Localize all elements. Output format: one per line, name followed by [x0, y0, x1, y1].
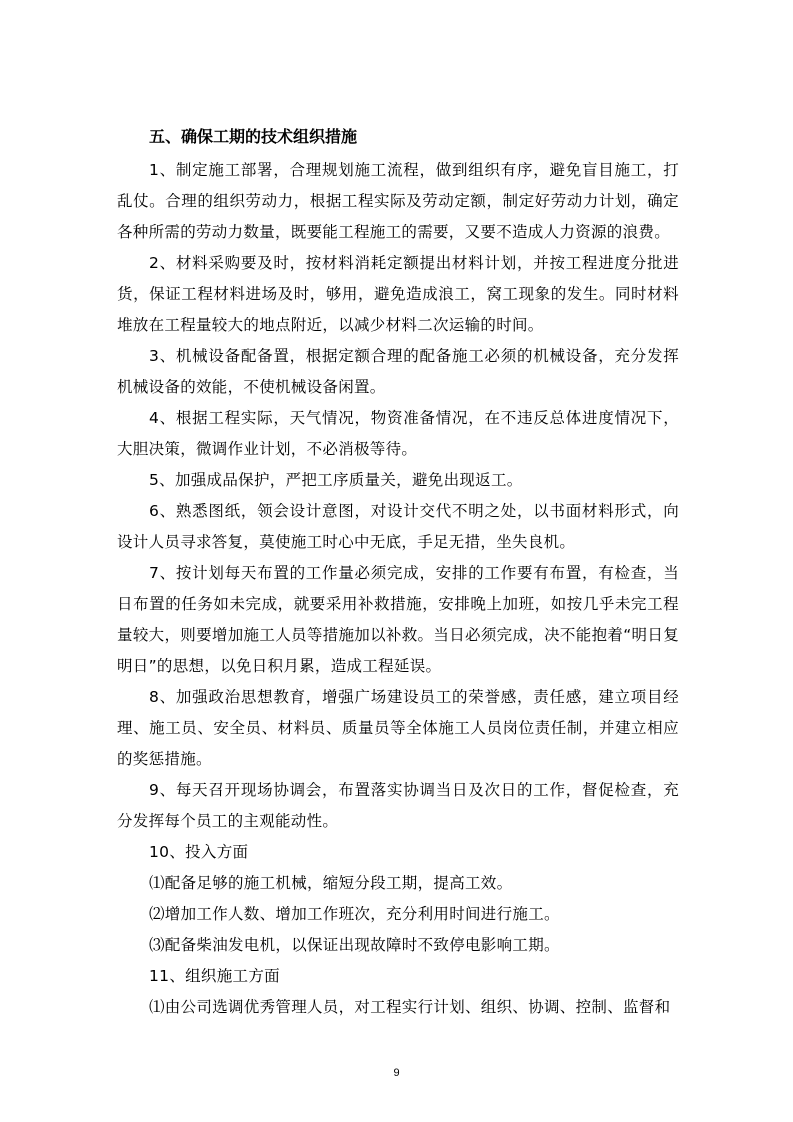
paragraph-1: 1、制定施工部署，合理规划施工流程，做到组织有序，避免盲目施工，打乱仗。合理的组织劳动力，根据工程实际及劳动定额，制定好劳动力计划，确定各种所需的劳动力数量，既要能工程施工的需要，又要不造成人力资源的浪费。: [117, 161, 679, 241]
section-heading: 五、确保工期的技术组织措施: [149, 127, 358, 146]
paragraph-8: 8、加强政治思想教育，增强广场建设员工的荣誉感，责任感，建立项目经理、施工员、安全员、材料员、质量员等全体施工人员岗位责任制，并建立相应的奖惩措施。: [117, 688, 679, 768]
paragraph-11: 11、组织施工方面: [149, 967, 280, 985]
paragraph-2: 2、材料采购要及时，按材料消耗定额提出材料计划，并按工程进度分批进货，保证工程材料进场及时，够用，避免造成浪工，窝工现象的发生。同时材料堆放在工程量较大的地点附近，以减少材料二次运输的时间。: [117, 254, 679, 334]
paragraph-7: 7、按计划每天布置的工作量必须完成，安排的工作要有布置，有检查，当日布置的任务如未完成，就要采用补救措施，安排晚上加班，如按几乎未完工程量较大，则要增加施工人员等措施加以补救。当日必须完成，决不能抱着“明日复明日”的思想，以免日积月累，造成工程延误。: [117, 564, 679, 675]
paragraph-10-item-2: ⑵增加工作人数、增加工作班次，充分利用时间进行施工。: [149, 905, 560, 923]
paragraph-6: 6、熟悉图纸，领会设计意图，对设计交代不明之处，以书面材料形式，向设计人员寻求答复，莫使施工时心中无底，手足无措，坐失良机。: [117, 502, 679, 551]
paragraph-10-item-1: ⑴配备足够的施工机械，缩短分段工期，提高工效。: [149, 874, 513, 892]
paragraph-5: 5、加强成品保护，严把工序质量关，避免出现返工。: [149, 471, 523, 489]
paragraph-4: 4、根据工程实际，天气情况，物资准备情况，在不违反总体进度情况下，大胆决策，微调作业计划，不必消极等待。: [117, 409, 679, 458]
paragraph-3: 3、机械设备配备置，根据定额合理的配备施工必须的机械设备，充分发挥机械设备的效能，不使机械设备闲置。: [117, 347, 679, 396]
paragraph-10-item-3: ⑶配备柴油发电机，以保证出现故障时不致停电影响工期。: [149, 936, 560, 954]
document-body: [117, 124, 679, 1023]
paragraph-10: 10、投入方面: [149, 843, 249, 861]
paragraph-9: 9、每天召开现场协调会，布置落实协调当日及次日的工作，督促检查，充分发挥每个员工的主观能动性。: [117, 781, 679, 830]
page-number: 9: [393, 1067, 400, 1079]
paragraph-11-item-1: ⑴由公司选调优秀管理人员，对工程实行计划、组织、协调、控制、监督和: [149, 998, 671, 1016]
